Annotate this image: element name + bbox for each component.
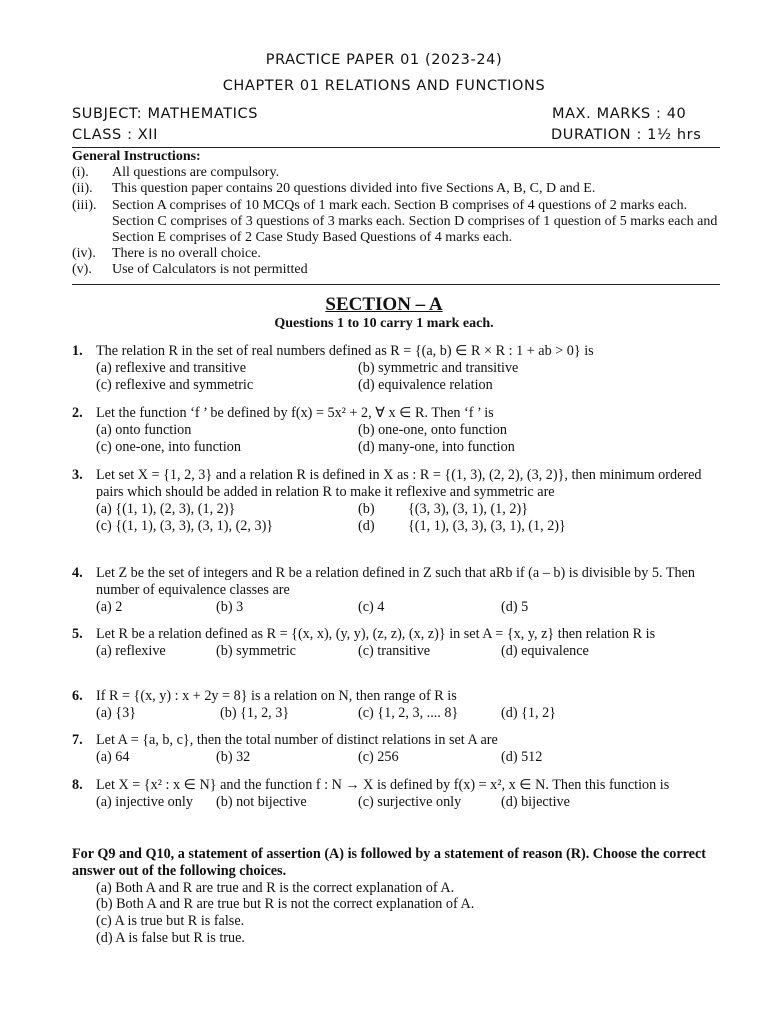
assertion-choice-c: (c) A is true but R is false. <box>96 913 245 930</box>
option-d-label: (d) <box>358 517 375 534</box>
instruction-item <box>72 246 722 262</box>
subject-label: SUBJECT: MATHEMATICS <box>72 106 259 122</box>
chapter-title: CHAPTER 01 RELATIONS AND FUNCTIONS <box>222 78 546 94</box>
assertion-reason-block <box>72 846 720 947</box>
option-c: (c) 4 <box>358 598 385 615</box>
option-c: (c) transitive <box>358 642 431 659</box>
instruction-number: (i). <box>72 165 89 181</box>
option-d: (d) 5 <box>501 598 529 615</box>
assertion-choice-a: (a) Both A and R are true and R is the correct explanation of A. <box>96 879 455 896</box>
instruction-text: There is no overall choice. <box>112 246 261 262</box>
instruction-item <box>72 165 722 181</box>
question-8 <box>72 777 720 811</box>
instruction-text: All questions are compulsory. <box>112 165 280 181</box>
class-label: CLASS : XII <box>72 127 159 143</box>
option-b: (b) 32 <box>216 748 251 765</box>
assertion-choice-b: (b) Both A and R are true but R is not the correct explanation of A. <box>96 896 475 913</box>
instruction-text: This question paper contains 20 questions divided into five Sections A, B, C, D and E. <box>112 181 596 197</box>
question-text: Let set X = {1, 2, 3} and a relation R is defined in X as : R = {(1, 3), (2, 2), (3, 2)}, then minimum ordered pairs which should be added in relation R to make it reflexive and symmetric are <box>96 467 702 500</box>
option-a: (a) reflexive <box>96 642 166 659</box>
question-text: The relation R in the set of real numbers defined as R = {(a, b) ∈ R × R : 1 + ab > 0} is <box>96 343 594 359</box>
question-number: 8. <box>72 777 83 793</box>
question-1 <box>72 343 720 394</box>
option-b: (b) not bijective <box>216 793 307 810</box>
instruction-number: (iii). <box>72 197 97 213</box>
option-b: {(3, 3), (3, 1), (1, 2)} <box>408 500 528 517</box>
instruction-item <box>72 262 722 278</box>
question-text: Let Z be the set of integers and R be a relation defined in Z such that aRb if (a – b) is divisible by 5. Then number of equivalence classes are <box>96 565 695 598</box>
option-a: (a) injective only <box>96 793 193 810</box>
question-text: Let R be a relation defined as R = {(x, x), (y, y), (z, z), (x, z)} in set A = {x, y, z} then relation R is <box>96 626 656 642</box>
option-d: (d) equivalence <box>501 642 589 659</box>
question-text: Let X = {x² : x ∈ N} and the function f : N → X is defined by f(x) = x², x ∈ N. Then this function is <box>96 777 670 793</box>
instruction-number: (ii). <box>72 181 93 197</box>
option-b: (b) 3 <box>216 598 244 615</box>
option-d: (d) bijective <box>501 793 570 810</box>
instruction-number: (iv). <box>72 246 96 262</box>
option-c: (c) reflexive and symmetric <box>96 376 254 393</box>
question-text: Let A = {a, b, c}, then the total number of distinct relations in set A are <box>96 732 498 748</box>
option-a: (a) {3} <box>96 704 137 721</box>
paper-title: PRACTICE PAPER 01 (2023-24) <box>265 52 503 68</box>
general-instructions <box>72 149 722 279</box>
question-5 <box>72 626 720 660</box>
option-d: (d) {1, 2} <box>501 704 556 721</box>
question-number: 4. <box>72 565 83 581</box>
header-divider <box>72 147 720 148</box>
question-text: If R = {(x, y) : x + 2y = 8} is a relation on N, then range of R is <box>96 688 457 704</box>
assertion-choice-d: (d) A is false but R is true. <box>96 929 245 946</box>
question-number: 2. <box>72 405 83 421</box>
instruction-item <box>72 181 722 197</box>
assertion-instructions: For Q9 and Q10, a statement of assertion (A) is followed by a statement of reason (R). Choose the correct answer out of the following choices. <box>72 846 707 879</box>
option-c: (c) 256 <box>358 748 399 765</box>
instruction-item <box>72 198 722 247</box>
option-a: (a) 2 <box>96 598 123 615</box>
option-c: (c) one-one, into function <box>96 438 241 455</box>
option-b: (b) symmetric and transitive <box>358 359 519 376</box>
option-a: (a) {(1, 1), (2, 3), (1, 2)} <box>96 500 236 517</box>
option-a: (a) onto function <box>96 421 192 438</box>
option-a: (a) 64 <box>96 748 130 765</box>
option-a: (a) reflexive and transitive <box>96 359 247 376</box>
instruction-text: Use of Calculators is not permitted <box>112 262 308 278</box>
question-number: 6. <box>72 688 83 704</box>
question-7 <box>72 732 720 766</box>
option-b: (b) {1, 2, 3} <box>220 704 290 721</box>
max-marks-label: MAX. MARKS : 40 <box>552 106 687 122</box>
option-b: (b) symmetric <box>216 642 296 659</box>
option-d: {(1, 1), (3, 3), (3, 1), (1, 2)} <box>408 517 566 534</box>
question-text: Let the function ‘f ’ be defined by f(x) = 5x² + 2, ∀ x ∈ R. Then ‘f ’ is <box>96 405 494 421</box>
instruction-number: (v). <box>72 262 92 278</box>
option-d: (d) 512 <box>501 748 543 765</box>
question-number: 5. <box>72 626 83 642</box>
option-d: (d) many-one, into function <box>358 438 515 455</box>
question-number: 3. <box>72 467 83 483</box>
instructions-heading: General Instructions: <box>72 149 201 164</box>
instruction-text: Section A comprises of 10 MCQs of 1 mark each. Section B comprises of 4 questions of 2 marks each. Section C comprises of 3 questions of 3 marks each. Section D comprises of 1 question of 5 marks each and Section E comprises of 2 Case Study Based Questions of 4 marks each. <box>112 197 718 246</box>
question-number: 1. <box>72 343 83 359</box>
option-b: (b) one-one, onto function <box>358 421 507 438</box>
option-c: (c) {1, 2, 3, .... 8} <box>358 704 459 721</box>
option-b-label: (b) <box>358 500 375 517</box>
question-6 <box>72 688 720 722</box>
duration-label: DURATION : 1½ hrs <box>551 127 702 143</box>
section-title: SECTION – A <box>325 294 443 315</box>
section-subtitle: Questions 1 to 10 carry 1 mark each. <box>274 316 494 331</box>
instructions-divider <box>72 284 720 285</box>
question-2 <box>72 405 720 456</box>
question-number: 7. <box>72 732 83 748</box>
option-c: (c) {(1, 1), (3, 3), (3, 1), (2, 3)} <box>96 517 274 534</box>
option-c: (c) surjective only <box>358 793 462 810</box>
question-3 <box>72 467 720 535</box>
option-d: (d) equivalence relation <box>358 376 493 393</box>
question-4 <box>72 565 720 616</box>
